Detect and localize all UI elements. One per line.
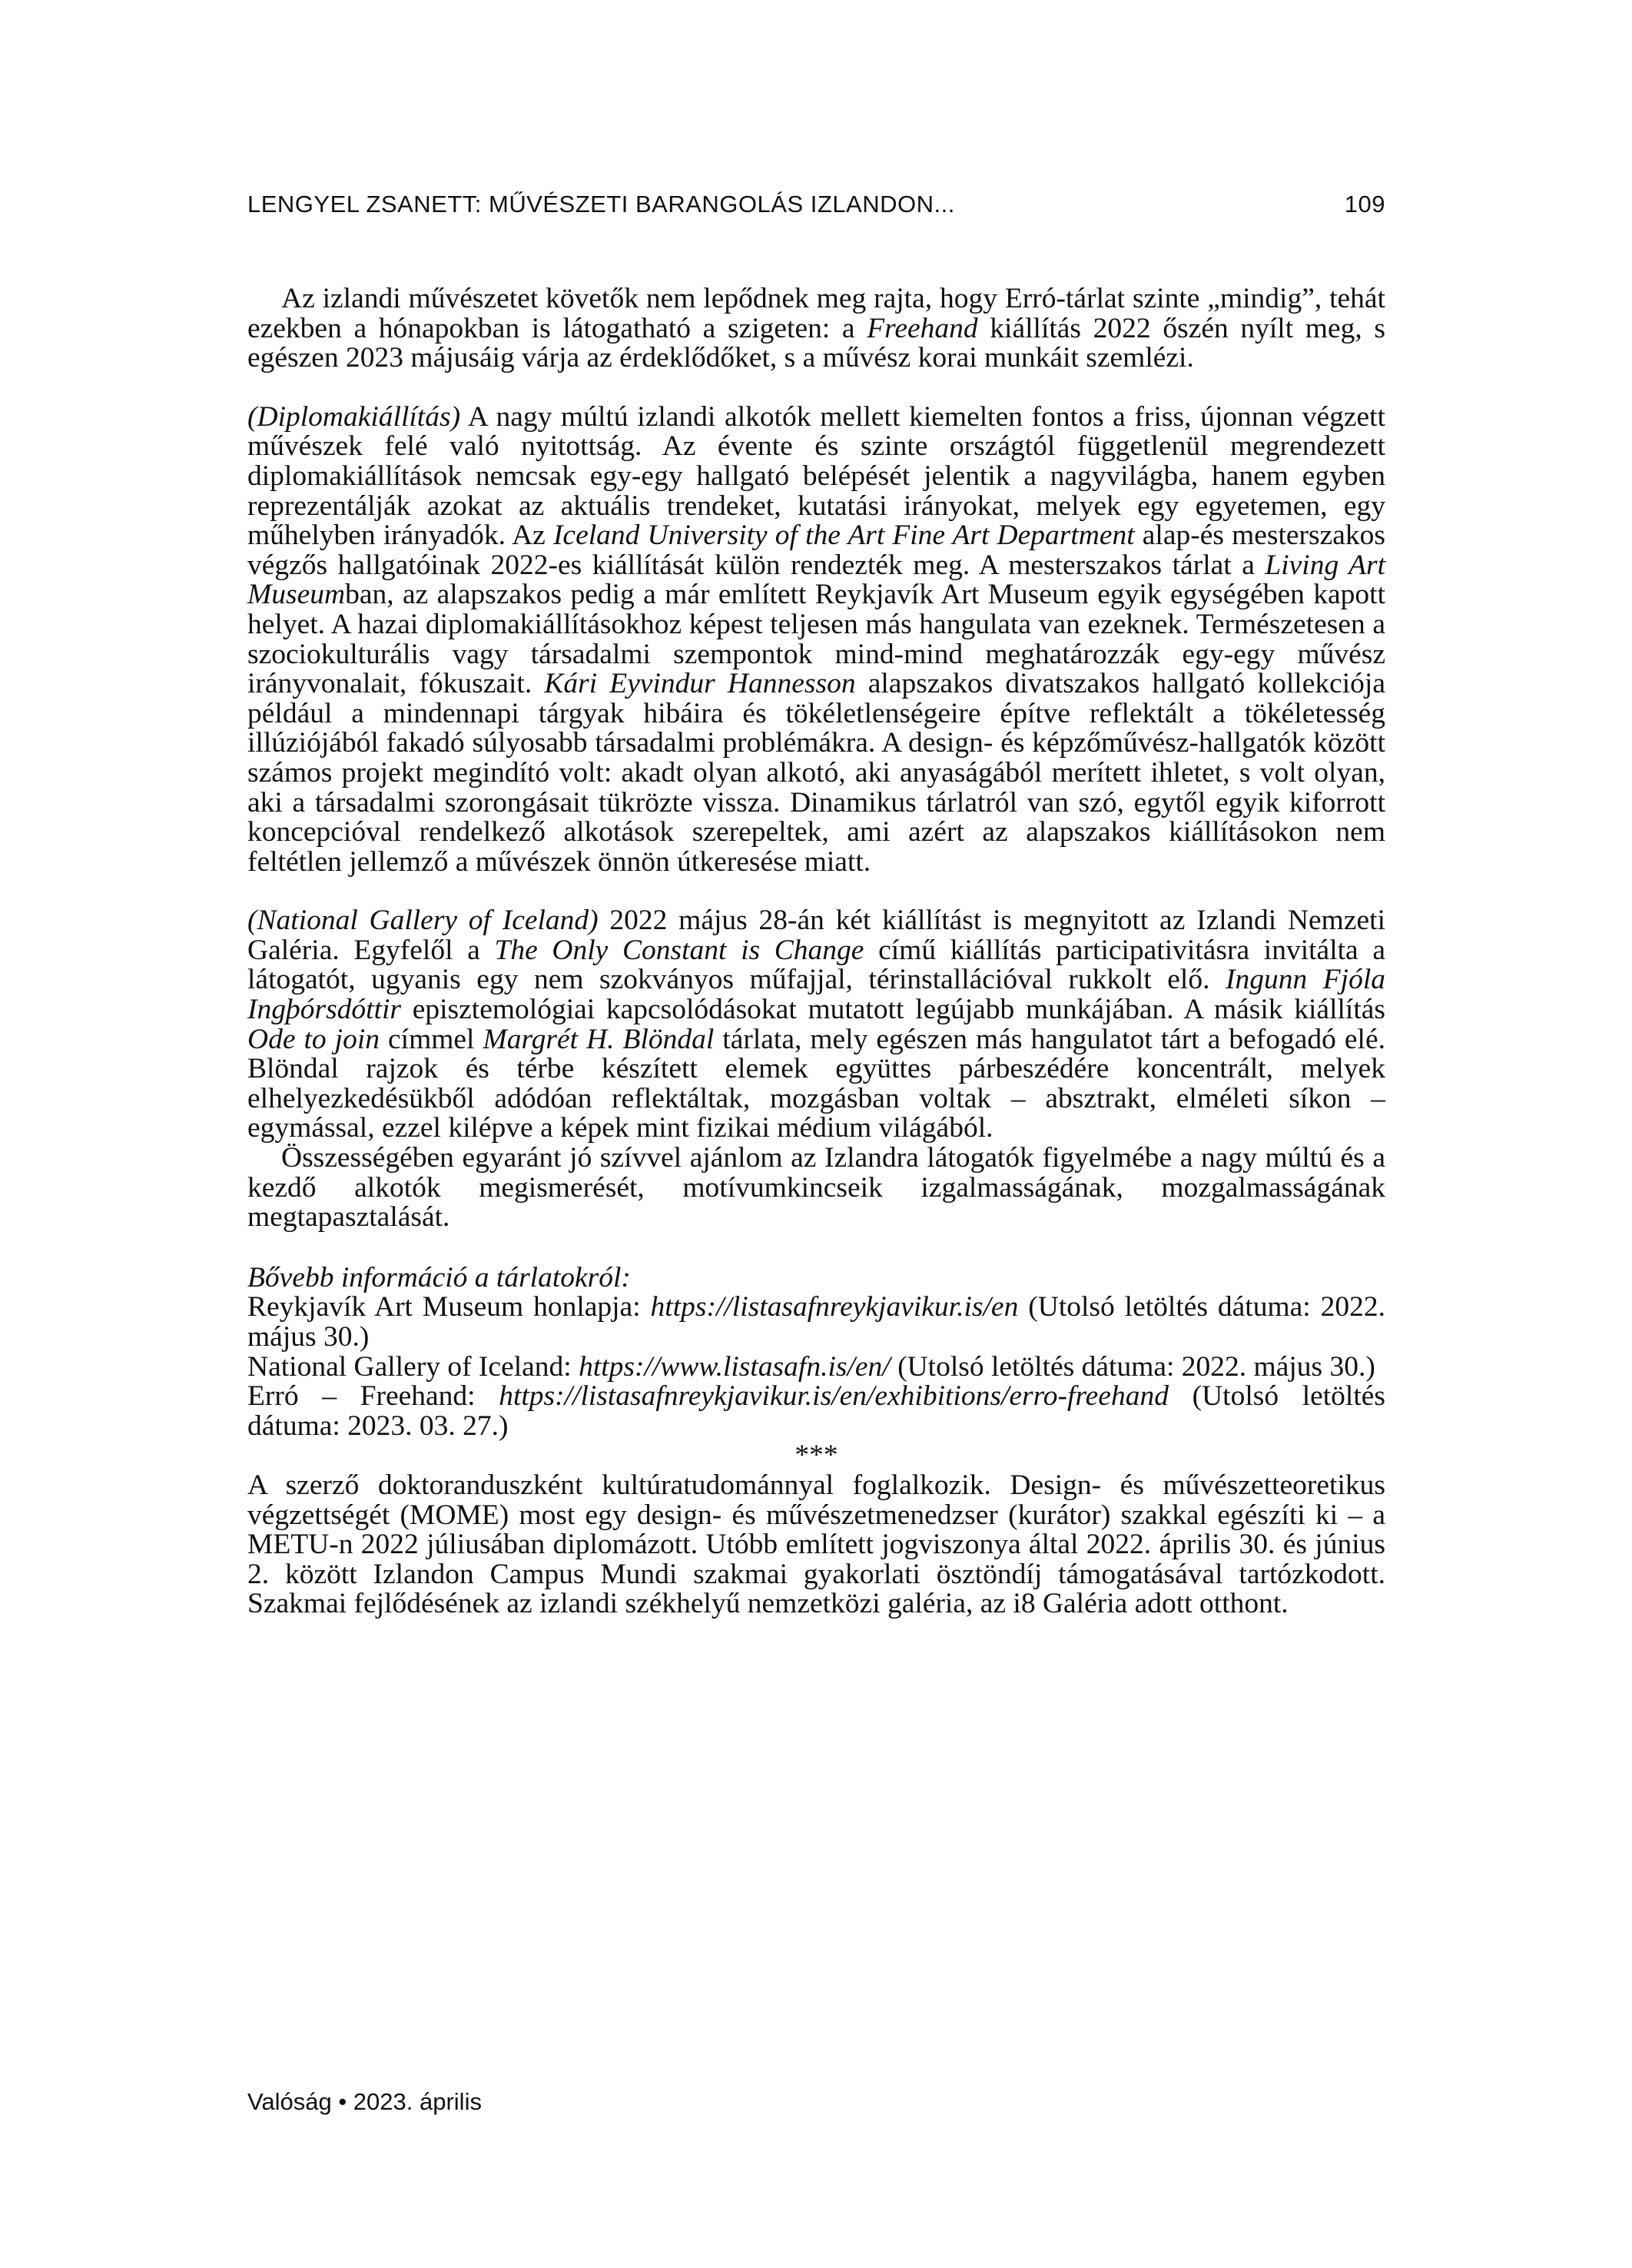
running-head	[247, 191, 1385, 218]
page-footer: Valóság • 2023. április	[247, 2088, 482, 2115]
url-national-gallery[interactable]: https://www.listasafn.is/en/	[579, 1350, 891, 1383]
section-lead: (Diplomakiállítás)	[247, 400, 461, 433]
text-run: ban, az alapszakos pedig a már említett Reykjavík Art Museum egyik egységében kapott helyet. A hazai diplomakiállításokhoz képest teljesen más hangulata van ezeknek. Természetesen a szociokulturális vagy társadalmi szempontok mind-mind meghatározzák egy-egy művész irányvonalait, fókuszait.	[247, 579, 1385, 700]
info-link-reykjavik	[247, 1293, 1385, 1352]
text-run: National Gallery of Iceland:	[247, 1350, 579, 1383]
text-run: alapszakos divatszakos hallgató kollekciója például a mindennapi tárgyak hibáira és tökéletlenségeire építve reflektált a tökéletesség illúziójából fakadó súlyosabb társadalmi problémákra. A design- és képzőművész-hallgatók között számos projekt megindító volt: akadt olyan alkotó, aki anyaságából merített ihletet, s volt olyan, aki a társadalmi szorongásait tükrözte vissza. Dinamikus tárlatról van szó, egytől egyik kiforrott koncepcióval rendelkező alkotások szerepeltek, ami azért az alapszakos kiállításokon nem feltétlen jellemző a művészek önnön útkeresése miatt.	[247, 668, 1385, 878]
italic-run: The Only Constant is Change	[494, 934, 864, 966]
text-run: kiállítás 2022 őszén nyílt meg, s egészen 2023 májusáig várja az érdeklődőket, s a művész korai munkáit szemlézi.	[247, 312, 1385, 374]
text-run: Reykjavík Art Museum honlapja:	[247, 1291, 651, 1323]
italic-run: Ode to join	[247, 1023, 380, 1055]
url-erro[interactable]: https://listasafnreykjavikur.is/en/exhibitions/erro-freehand	[499, 1380, 1169, 1413]
italic-run: Iceland University of the Art Fine Art Department	[552, 520, 1135, 552]
url-reykjavik[interactable]: https://listasafnreykjavikur.is/en	[650, 1291, 1019, 1323]
info-link-national-gallery	[247, 1350, 1385, 1383]
italic-run: Kári Eyvindur Hannesson	[544, 668, 856, 700]
text-run: tárlata, mely egészen más hangulatot tárt a befogadó elé. Blöndal rajzok és térbe készített elemek együttes párbeszédére koncentrált, melyek elhelyezkedésükből adódóan reflektáltak, mozgásban voltak – absztrakt, elméleti síkon – egymással, ezzel kilépve a képek mint fizikai médium világából.	[247, 1023, 1385, 1144]
paragraph-summary	[247, 1144, 1385, 1233]
text-run: episztemológiai kapcsolódásokat mutatott legújabb munkájában. A másik kiállítás	[401, 994, 1385, 1026]
section-separator: ***	[794, 1439, 838, 1472]
paragraph-diplomakiallitas	[247, 400, 1386, 878]
text-run: Összességében egyaránt jó szívvel ajánlom az Izlandra látogatók figyelmébe a nagy múltú és a kezdő alkotók megismerését, motívumkincseik izgalmasságának, mozgalmasságának megtapasztalását.	[247, 1142, 1385, 1234]
italic-run: Margrét H. Blöndal	[483, 1023, 715, 1055]
info-link-erro	[247, 1382, 1385, 1441]
italic-run: Living Art Museum	[247, 549, 1385, 611]
info-section	[247, 1261, 1386, 1442]
info-heading-text: Bővebb információ a tárlatokról:	[247, 1261, 631, 1293]
italic-run: Freehand	[867, 312, 978, 344]
text-run: A szerző doktoranduszként kultúratudománnyal foglalkozik. Design- és művészetteoretikus végzettségét (MOME) most egy design- és művészetmenedzser (kurátor) szakkal egészíti ki – a METU-n 2022 júliusában diplomázott. Utóbb említett jogviszonya által 2022. április 30. és június 2. között Izlandon Campus Mundi szakmai gyakorlati ösztöndíj támogatásával tartózkodott. Szakmai fejlődésének az izlandi székhelyű nemzetközi galéria, az i8 Galéria adott otthont.	[247, 1469, 1385, 1620]
text-run: (Utolsó letöltés dátuma: 2022. május 30.)	[247, 1291, 1385, 1353]
paragraph-freehand	[247, 284, 1385, 374]
paragraph-national-gallery	[247, 906, 1385, 1144]
text-run: című kiállítás participativitásra invitálta a látogatót, ugyanis egy nem szokványos műfajjal, térinstallációval rukkolt elő.	[247, 934, 1385, 996]
text-run: Erró – Freehand:	[247, 1380, 499, 1413]
italic-run: Ingunn Fjóla Ingþórsdóttir	[247, 964, 1385, 1026]
text-run: 2022 május 28-án két kiállítást is megnyitott az Izlandi Nemzeti Galéria. Egyfelől a	[247, 905, 1385, 966]
text-run: Az izlandi művészetet követők nem lepődnek meg rajta, hogy Erró-tárlat szinte „mindig”, tehát ezekben a hónapokban is látogatható a szigeten: a	[247, 283, 1385, 344]
info-heading	[247, 1261, 1385, 1293]
text-run: A nagy múltú izlandi alkotók mellett kiemelten fontos a friss, újonnan végzett művészek felé való nyitottság. Az évente és szinte országtól függetlenül megrendezett diplomakiállítások nemcsak egy-egy hallgató belépését jelentik a nagyvilágba, hanem egyben reprezentálják azokat az aktuális trendeket, kutatási irányokat, melyek egy egyetemen, egy műhelyben irányadók. Az	[247, 400, 1385, 552]
text-run: (Utolsó letöltés dátuma: 2022. május 30.)	[890, 1350, 1375, 1383]
text-run: (Utolsó letöltés dátuma: 2023. 03. 27.)	[247, 1380, 1386, 1442]
author-bio	[247, 1471, 1385, 1619]
running-title: LENGYEL ZSANETT: MŰVÉSZETI BARANGOLÁS IZLANDON...	[247, 191, 955, 218]
page-number: 109	[1344, 191, 1385, 218]
section-lead: (National Gallery of Iceland)	[247, 905, 599, 937]
article-body	[247, 284, 1385, 1619]
text-run: alap-és mesterszakos végzős hallgatóinak 2022-es kiállítását külön rendezték meg. A mesterszakos tárlat a	[247, 520, 1386, 581]
text-run: címmel	[380, 1023, 483, 1055]
